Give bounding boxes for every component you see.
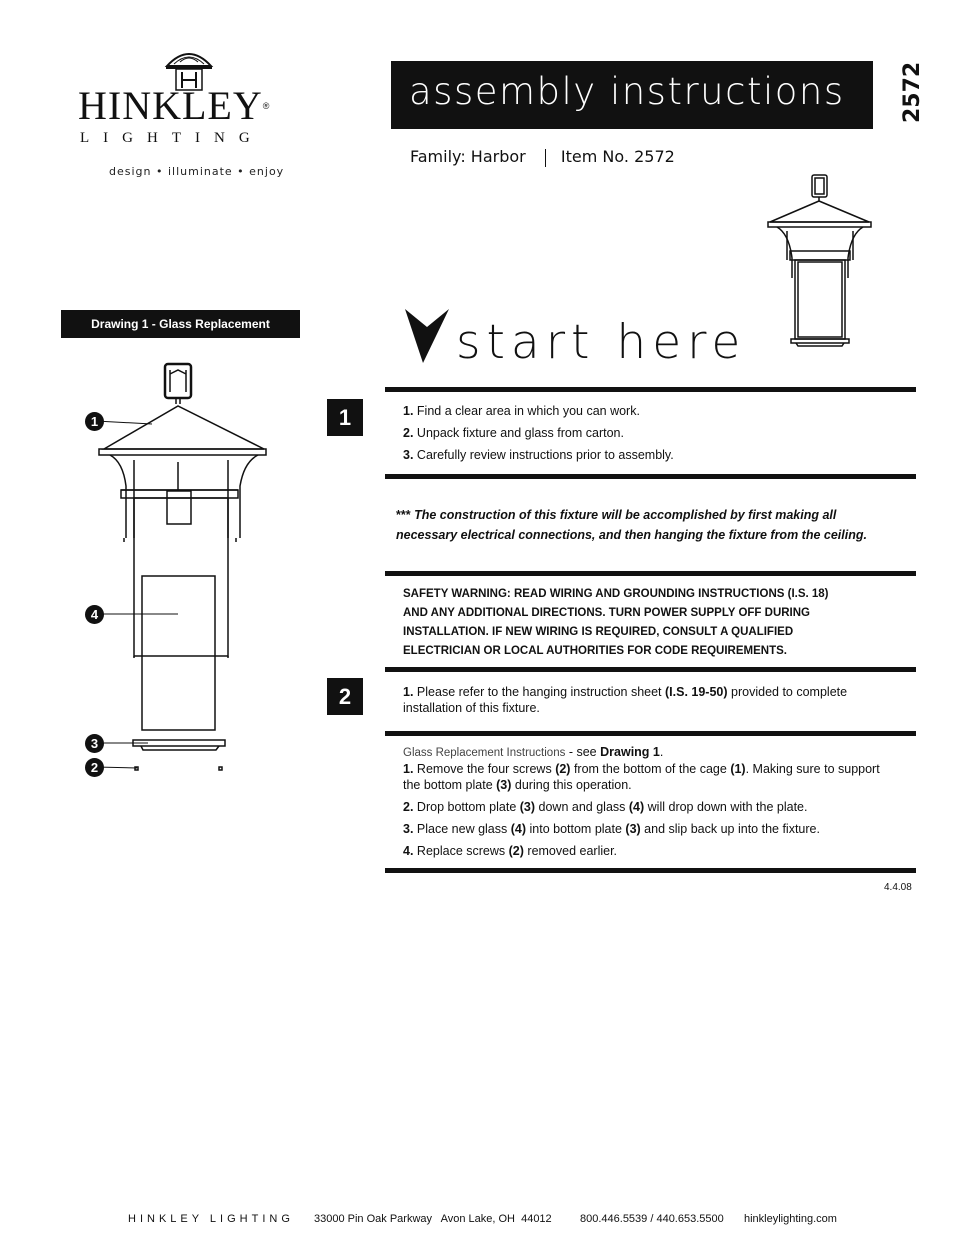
step-2-text: 1. Please refer to the hanging instruction sheet (I.S. 19-50) provided to complete installation of this fixture. <box>403 685 848 715</box>
callout-3: 3 <box>85 734 104 753</box>
footer-website[interactable]: hinkleylighting.com <box>744 1213 837 1225</box>
divider <box>385 571 916 576</box>
list-item: 3. Place new glass (4) into bottom plate (3) and slip back up into the fixture. <box>403 822 820 836</box>
item-label: Item No. 2572 <box>560 147 675 166</box>
divider <box>385 667 916 672</box>
step-1-list <box>403 403 903 463</box>
step-1-badge: 1 <box>327 399 363 436</box>
safety-warning: SAFETY WARNING: READ WIRING AND GROUNDING INSTRUCTIONS (I.S. 18) AND ANY ADDITIONAL DIRECTIONS. TURN POWER SUPPLY OFF DURING INSTALLATION. IF NEW WIRING IS REQUIRED, CONSULT A QUALIFIED ELECTRICIAN OR LOCAL AUTHORITIES FOR CODE REQUIREMENTS. <box>403 588 829 657</box>
callout-2: 2 <box>85 758 104 777</box>
glass-heading: Glass Replacement Instructions - see Drawing 1. <box>403 745 664 759</box>
footer-brand: HINKLEY LIGHTING <box>128 1213 294 1225</box>
callout-4: 4 <box>85 605 104 624</box>
divider <box>385 731 916 736</box>
list-item: 1. Remove the four screws (2) from the bottom of the cage (1). Making sure to support the bottom plate (3) during this operation. <box>403 762 880 792</box>
divider <box>385 868 916 873</box>
down-arrow-icon <box>403 307 451 365</box>
divider <box>385 387 916 392</box>
list-item: 3. Carefully review instructions prior to assembly. <box>403 448 674 462</box>
step-2-badge: 2 <box>327 678 363 715</box>
drawing-tab: Drawing 1 - Glass Replacement <box>61 310 300 338</box>
fixture-drawing <box>88 362 278 782</box>
brand-sub: LIGHTING <box>80 130 264 146</box>
construction-note: *** The construction of this fixture will be accomplished by first making all necessary electrical connections, and then hanging the fixture from the ceiling. <box>396 508 867 542</box>
list-item: 1. Find a clear area in which you can work. <box>403 404 640 418</box>
footer-address: 33000 Pin Oak Parkway Avon Lake, OH 44012 <box>314 1213 552 1225</box>
page-title: assembly instructions <box>409 70 845 113</box>
revision-date: 4.4.08 <box>884 882 912 893</box>
item-number-vertical: 2572 <box>900 61 925 123</box>
fixture-thumbnail-icon <box>765 174 875 350</box>
glass-replacement-section <box>403 744 915 859</box>
family-line <box>410 147 675 167</box>
divider <box>385 474 916 479</box>
list-item: 2. Drop bottom plate (3) down and glass (4) will drop down with the plate. <box>403 800 808 814</box>
start-here-heading: start here <box>456 315 747 370</box>
title-banner <box>391 61 873 129</box>
family-label: Family: Harbor <box>410 147 526 166</box>
callout-1: 1 <box>85 412 104 431</box>
brand-name: HINKLEY® <box>78 83 271 128</box>
list-item: 4. Replace screws (2) removed earlier. <box>403 844 618 858</box>
list-item: 2. Unpack fixture and glass from carton. <box>403 426 624 440</box>
footer-phone: 800.446.5539 / 440.653.5500 <box>580 1213 724 1225</box>
brand-tagline: design • illuminate • enjoy <box>109 165 285 178</box>
